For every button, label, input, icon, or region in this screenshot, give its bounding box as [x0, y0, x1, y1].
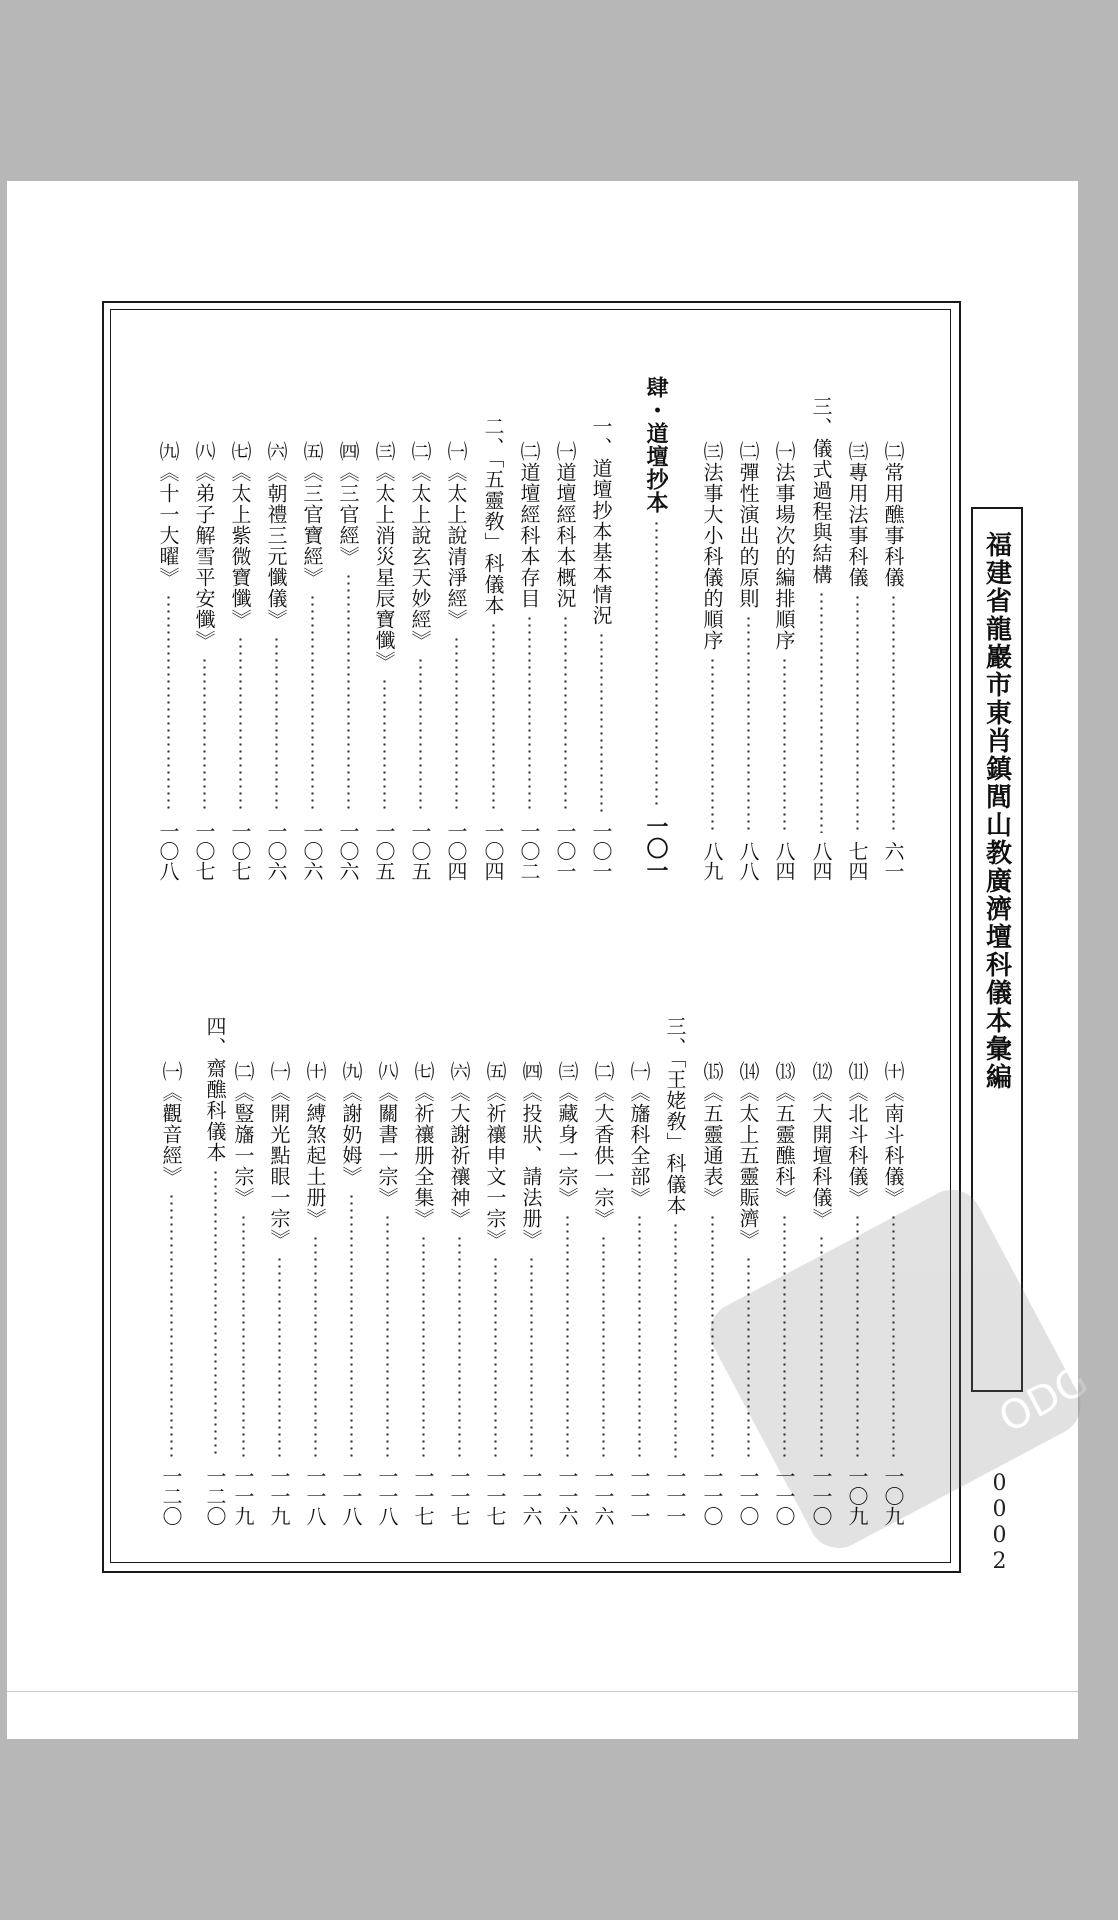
toc-leader-dots	[386, 1214, 389, 1458]
table-of-contents	[7, 181, 1078, 1739]
toc-leader-dots	[566, 1214, 569, 1458]
toc-leader-dots	[655, 520, 658, 807]
toc-entry-title: ㈧《弟子解雪平安懺》	[192, 441, 216, 651]
toc-entry	[478, 416, 508, 881]
toc-entry-page: 一〇一	[589, 821, 613, 881]
toc-leader-dots	[747, 615, 750, 833]
toc-leader-dots	[311, 594, 314, 813]
toc-leader-dots	[820, 1235, 823, 1458]
toc-leader-dots	[167, 594, 170, 813]
toc-entry-page: 一一六	[591, 1466, 615, 1526]
toc-entry	[480, 1061, 510, 1526]
toc-entry-page: 一一六	[555, 1466, 579, 1526]
toc-leader-dots	[820, 591, 823, 833]
toc-entry-page: 一一六	[519, 1466, 543, 1526]
toc-leader-dots	[856, 1214, 859, 1458]
toc-entry	[189, 441, 219, 881]
toc-entry-page: 一二〇	[159, 1466, 183, 1526]
document-page	[7, 181, 1096, 1739]
toc-entry-page: 一一九	[231, 1466, 255, 1526]
toc-entry-page: 一〇一	[643, 815, 669, 881]
toc-leader-dots	[892, 594, 895, 833]
watermark-seal-text: ODG	[991, 1357, 1096, 1443]
toc-entry-page: 一一一	[663, 1466, 687, 1526]
toc-entry-page: 一〇六	[336, 821, 360, 881]
toc-leader-dots	[638, 1214, 641, 1458]
toc-entry-page: 八四	[809, 841, 833, 881]
toc-leader-dots	[602, 1235, 605, 1458]
toc-entry-title: ㈡《大香供一宗》	[591, 1061, 615, 1229]
toc-leader-dots	[419, 657, 422, 813]
toc-entry-page: 一一九	[267, 1466, 291, 1526]
toc-leader-dots	[564, 615, 567, 813]
toc-entry	[333, 441, 363, 881]
toc-entry-title: 三、「王姥敎」科儀本	[663, 1016, 687, 1216]
toc-leader-dots	[458, 1235, 461, 1458]
toc-entry-page: 七四	[845, 841, 869, 881]
toc-entry	[300, 1061, 330, 1526]
toc-entry	[769, 1061, 799, 1526]
toc-entry-title: ㈡道壇經科本存目	[517, 441, 541, 609]
toc-entry-title: ㈢《藏身一宗》	[555, 1061, 579, 1208]
toc-entry	[806, 1061, 836, 1526]
toc-leader-dots	[494, 1256, 497, 1458]
toc-leader-dots	[455, 636, 458, 813]
toc-entry-title: ⒁《太上五靈賑濟》	[736, 1061, 760, 1250]
toc-entry	[336, 1061, 366, 1526]
toc-entry	[225, 441, 255, 881]
toc-entry-title: 三、儀式過程與結構	[809, 396, 833, 585]
toc-entry	[842, 1061, 872, 1526]
toc-entry	[878, 1061, 908, 1526]
toc-leader-dots	[674, 1222, 677, 1458]
toc-entry-title: ㈠《觀音經》	[159, 1061, 183, 1187]
toc-entry	[842, 441, 872, 881]
toc-leader-dots	[275, 636, 278, 813]
toc-entry-page: 一〇五	[372, 821, 396, 881]
toc-entry	[624, 1061, 654, 1526]
toc-entry-title: ㈥《朝禮三元懺儀》	[264, 441, 288, 630]
toc-leader-dots	[239, 636, 242, 813]
toc-leader-dots	[783, 657, 786, 833]
toc-leader-dots	[600, 632, 603, 813]
toc-entry-title: ⑾《北斗科儀》	[845, 1061, 869, 1208]
toc-entry-page: 一〇四	[444, 821, 468, 881]
toc-entry-title: ㈠法事場次的編排順序	[772, 441, 796, 651]
toc-entry	[552, 1061, 582, 1526]
toc-entry	[769, 441, 799, 881]
toc-entry-page: 一一七	[411, 1466, 435, 1526]
toc-entry-page: 八八	[736, 841, 760, 881]
toc-entry	[514, 441, 544, 881]
toc-entry-page: 六一	[881, 841, 905, 881]
toc-entry-page: 一一〇	[772, 1466, 796, 1526]
toc-entry-page: 一一〇	[809, 1466, 833, 1526]
toc-leader-dots	[242, 1214, 245, 1458]
toc-entry-page: 一一八	[339, 1466, 363, 1526]
toc-entry-page: 八九	[700, 841, 724, 881]
toc-entry-page: 一一七	[483, 1466, 507, 1526]
toc-entry-title: ㈣《投狀、請法册》	[519, 1061, 543, 1250]
toc-entry	[588, 1061, 618, 1526]
toc-entry-title: 一、道壇抄本基本情況	[589, 416, 613, 626]
toc-entry	[156, 1061, 186, 1526]
toc-entry-page: 一二〇	[203, 1466, 227, 1526]
toc-entry	[200, 1016, 230, 1526]
toc-entry	[733, 1061, 763, 1526]
toc-entry-title: 四、齋醮科儀本	[203, 1016, 227, 1163]
toc-entry-title: ㈠道壇經科本概況	[553, 441, 577, 609]
toc-leader-dots	[214, 1169, 217, 1458]
toc-entry	[372, 1061, 402, 1526]
toc-entry	[660, 1016, 690, 1526]
toc-entry-title: ㈢《太上消災星辰寶懺》	[372, 441, 396, 672]
toc-entry-title: ㈤《三官寶經》	[300, 441, 324, 588]
toc-entry	[550, 441, 580, 881]
toc-entry-page: 一〇四	[481, 821, 505, 881]
toc-entry-page: 一〇二	[517, 821, 541, 881]
toc-entry-title: ㈩《縛煞起土册》	[303, 1061, 327, 1229]
running-title: 福建省龍巖市東肖鎮閭山教廣濟壇科儀本彙編	[981, 531, 1012, 1091]
toc-entry	[264, 1061, 294, 1526]
toc-entry-title: ㈡《太上說玄天妙經》	[408, 441, 432, 651]
toc-leader-dots	[856, 594, 859, 833]
toc-entry-page: 八四	[772, 841, 796, 881]
toc-entry-title: ⒂《五靈通表》	[700, 1061, 724, 1208]
toc-entry-page: 一〇七	[192, 821, 216, 881]
toc-entry	[405, 441, 435, 881]
toc-entry-title: ㈩《南斗科儀》	[881, 1061, 905, 1208]
toc-entry-title: ㈡常用醮事科儀	[881, 441, 905, 588]
toc-entry	[369, 441, 399, 881]
toc-entry-title: ㈨《謝奶姆》	[339, 1061, 363, 1187]
toc-entry-title: ㈧《關書一宗》	[375, 1061, 399, 1208]
toc-entry-page: 一一〇	[700, 1466, 724, 1526]
toc-leader-dots	[492, 622, 495, 813]
toc-entry-page: 一〇九	[845, 1466, 869, 1526]
scan-edge-line	[7, 1691, 1078, 1692]
toc-entry	[697, 441, 727, 881]
toc-entry-page: 一〇一	[553, 821, 577, 881]
toc-entry-title: ㈢法事大小科儀的順序	[700, 441, 724, 651]
toc-leader-dots	[747, 1256, 750, 1458]
toc-leader-dots	[530, 1256, 533, 1458]
toc-leader-dots	[383, 678, 386, 813]
toc-entry-page: 一一七	[447, 1466, 471, 1526]
toc-leader-dots	[278, 1256, 281, 1458]
toc-entry-title: ㈠《開光點眼一宗》	[267, 1061, 291, 1250]
toc-entry	[408, 1061, 438, 1526]
toc-leader-dots	[711, 1214, 714, 1458]
toc-entry-page: 一〇九	[881, 1466, 905, 1526]
toc-entry	[733, 441, 763, 881]
toc-entry	[444, 1061, 474, 1526]
toc-entry	[441, 441, 471, 881]
toc-entry	[228, 1061, 258, 1526]
toc-entry-title: ⑿《大開壇科儀》	[809, 1061, 833, 1229]
toc-leader-dots	[203, 657, 206, 813]
toc-entry-title: ㈡《豎旛一宗》	[231, 1061, 255, 1208]
toc-leader-dots	[711, 657, 714, 833]
toc-entry-title: ㈢專用法事科儀	[845, 441, 869, 588]
toc-entry-page: 一一八	[375, 1466, 399, 1526]
toc-entry-title: ㈣《三官經》	[336, 441, 360, 567]
toc-leader-dots	[783, 1214, 786, 1458]
toc-entry-title: ㈠《旛科全部》	[627, 1061, 651, 1208]
toc-entry-page: 一〇七	[228, 821, 252, 881]
toc-entry	[261, 441, 291, 881]
toc-entry	[641, 376, 671, 881]
toc-entry-title: 二、「五靈敎」科儀本	[481, 416, 505, 616]
toc-entry	[806, 396, 836, 881]
toc-leader-dots	[528, 615, 531, 813]
toc-entry-page: 一一八	[303, 1466, 327, 1526]
toc-leader-dots	[314, 1235, 317, 1458]
toc-entry-page: 一一〇	[736, 1466, 760, 1526]
toc-entry-page: 一〇六	[300, 821, 324, 881]
toc-entry-title: ㈨《十一大曜》	[156, 441, 180, 588]
folio-number: 0002	[987, 1471, 1012, 1575]
toc-leader-dots	[350, 1193, 353, 1458]
toc-entry-page: 一〇六	[264, 821, 288, 881]
toc-entry-title: ㈠《太上說清淨經》	[444, 441, 468, 630]
toc-entry	[586, 416, 616, 881]
toc-entry	[697, 1061, 727, 1526]
toc-entry	[516, 1061, 546, 1526]
toc-entry-title: 肆・道壇抄本	[643, 376, 669, 514]
toc-entry-title: ㈡彈性演出的原則	[736, 441, 760, 609]
toc-entry-title: ⒀《五靈醮科》	[772, 1061, 796, 1208]
toc-entry-title: ㈦《太上紫微寶懺》	[228, 441, 252, 630]
toc-entry-page: 一一一	[627, 1466, 651, 1526]
toc-leader-dots	[422, 1235, 425, 1458]
toc-entry	[153, 441, 183, 881]
toc-entry-title: ㈦《祈禳册全集》	[411, 1061, 435, 1229]
toc-entry-page: 一〇八	[156, 821, 180, 881]
toc-entry-page: 一〇五	[408, 821, 432, 881]
toc-leader-dots	[170, 1193, 173, 1458]
toc-entry	[878, 441, 908, 881]
toc-leader-dots	[892, 1214, 895, 1458]
toc-entry-title: ㈤《祈禳申文一宗》	[483, 1061, 507, 1250]
toc-entry	[297, 441, 327, 881]
toc-leader-dots	[347, 573, 350, 813]
toc-entry-title: ㈥《大謝祈禳神》	[447, 1061, 471, 1229]
